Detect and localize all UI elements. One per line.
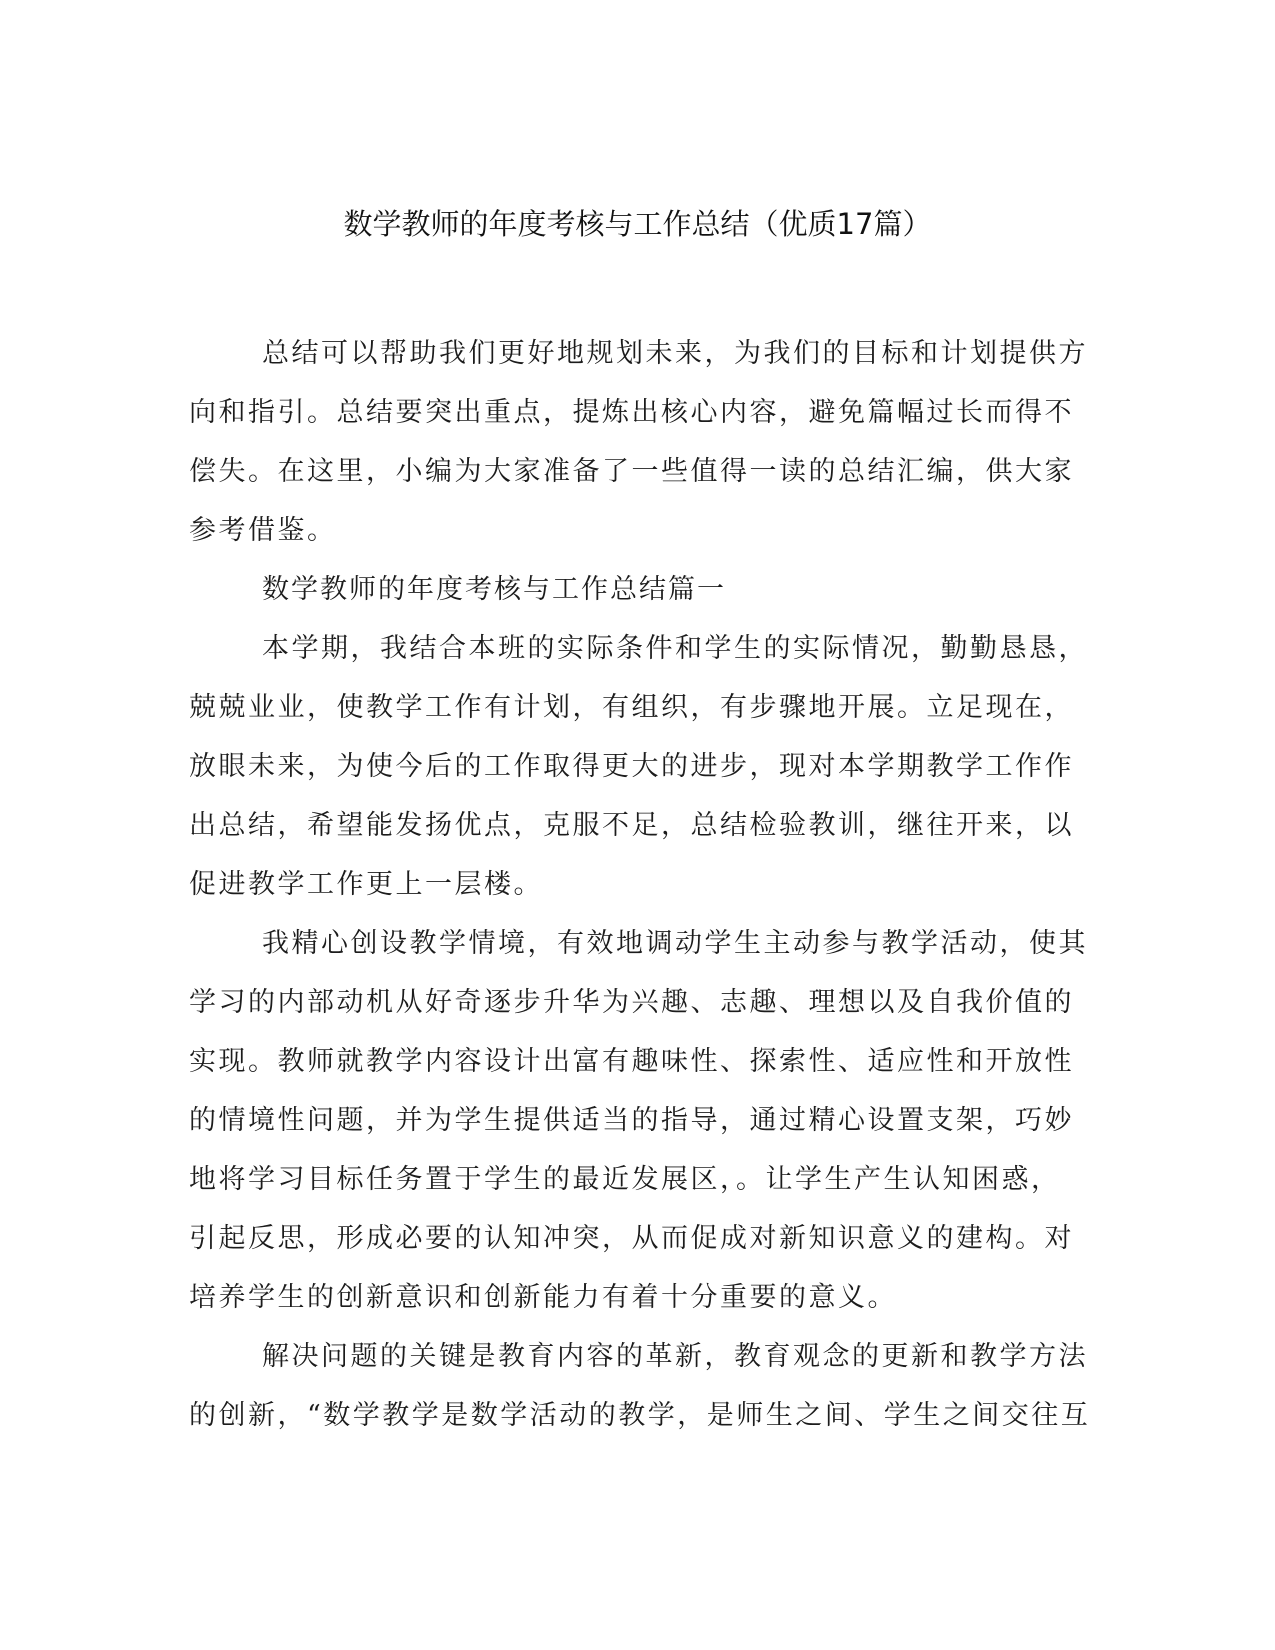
paragraph-intro-line-4: 参考借鉴。 [189, 515, 337, 546]
paragraph-2-line-5: 地将学习目标任务置于学生的最近发展区，。让学生产生认知困惑， [189, 1164, 1061, 1195]
paragraph-3-line-1: 解决问题的关键是教育内容的革新，教育观念的更新和教学方法 [262, 1341, 1088, 1372]
paragraph-2-line-4: 的情境性问题，并为学生提供适当的指导，通过精心设置支架，巧妙 [189, 1105, 1074, 1136]
paragraph-2-line-6: 引起反思，形成必要的认知冲突，从而促成对新知识意义的建构。对 [189, 1223, 1074, 1254]
paragraph-intro-line-3: 偿失。在这里，小编为大家准备了一些值得一读的总结汇编，供大家 [189, 456, 1074, 487]
paragraph-intro-line-2: 向和指引。总结要突出重点，提炼出核心内容，避免篇幅过长而得不 [189, 397, 1074, 428]
paragraph-1-line-5: 促进教学工作更上一层楼。 [189, 869, 543, 900]
section-heading: 数学教师的年度考核与工作总结篇一 [262, 574, 726, 605]
paragraph-1-line-2: 兢兢业业，使教学工作有计划，有组织，有步骤地开展。立足现在， [189, 692, 1074, 723]
paragraph-2-line-7: 培养学生的创新意识和创新能力有着十分重要的意义。 [189, 1282, 897, 1313]
paragraph-1-line-3: 放眼未来，为使今后的工作取得更大的进步，现对本学期教学工作作 [189, 751, 1074, 782]
paragraph-1-line-1: 本学期，我结合本班的实际条件和学生的实际情况，勤勤恳恳， [262, 633, 1088, 664]
paragraph-1-line-4: 出总结，希望能发扬优点，克服不足，总结检验教训，继往开来，以 [189, 810, 1074, 841]
paragraph-intro-line-1: 总结可以帮助我们更好地规划未来，为我们的目标和计划提供方 [262, 338, 1088, 369]
paragraph-2-line-3: 实现。教师就教学内容设计出富有趣味性、探索性、适应性和开放性 [189, 1046, 1074, 1077]
paragraph-2-line-2: 学习的内部动机从好奇逐步升华为兴趣、志趣、理想以及自我价值的 [189, 987, 1074, 1018]
paragraph-2-line-1: 我精心创设教学情境，有效地调动学生主动参与教学活动，使其 [262, 928, 1088, 959]
document-title: 数学教师的年度考核与工作总结（优质17篇） [343, 207, 932, 241]
paragraph-3-line-2: 的创新，“数学教学是数学活动的教学，是师生之间、学生之间交往互 [189, 1400, 1091, 1431]
